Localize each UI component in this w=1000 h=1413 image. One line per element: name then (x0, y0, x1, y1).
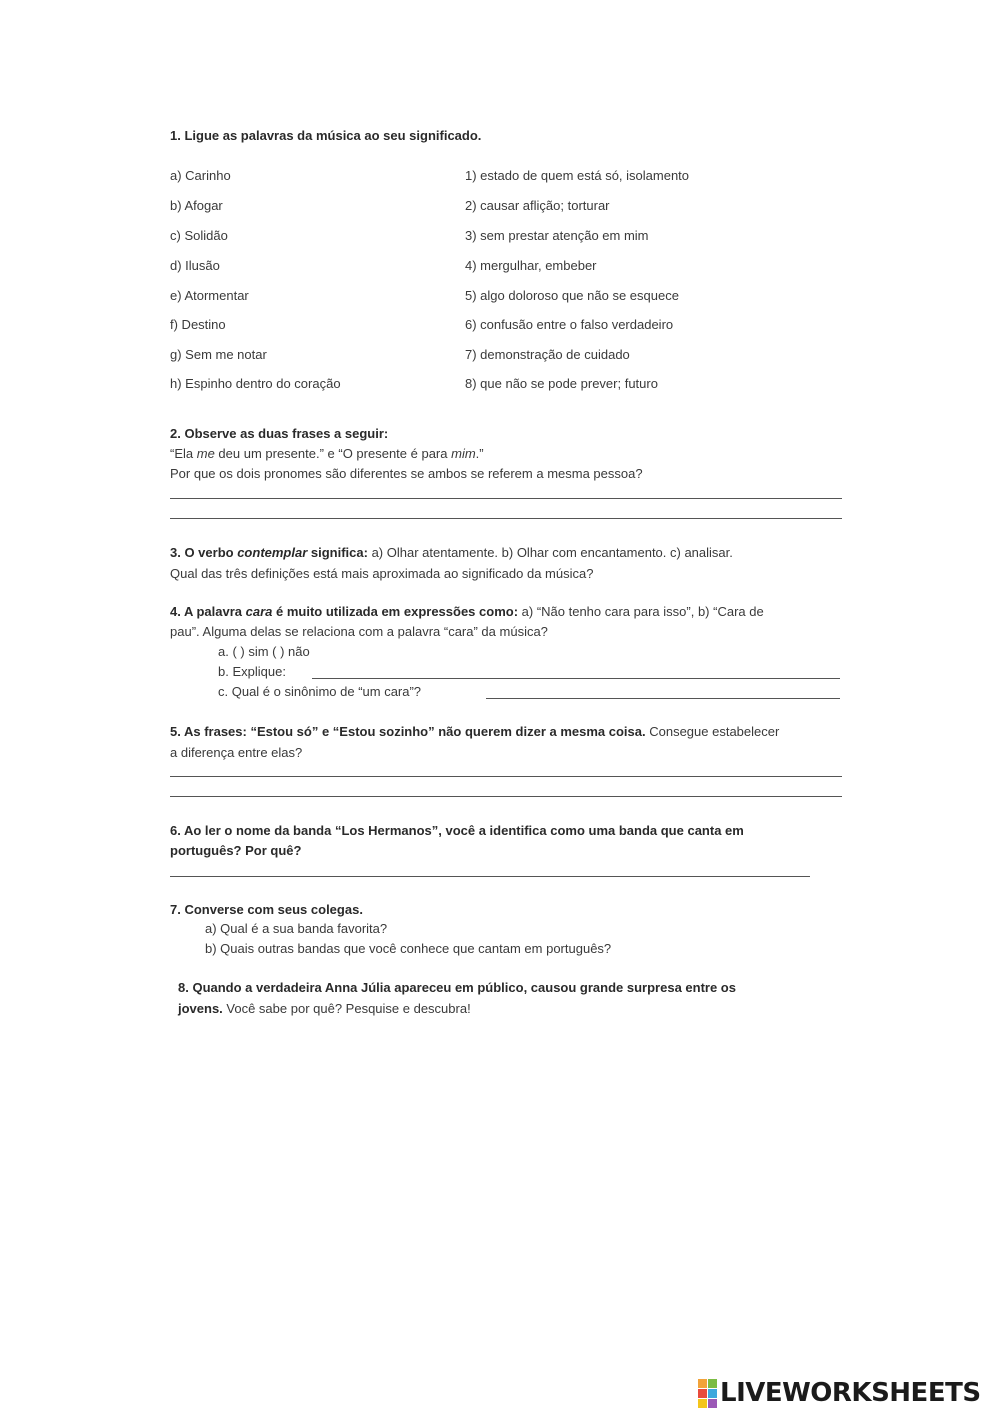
q8-line1: 8. Quando a verdadeira Anna Júlia apareceu em público, causou grande surpresa entre os (178, 980, 736, 995)
brand-name: LIVEWORKSHEETS (720, 1378, 981, 1408)
answer-line-q4-c[interactable] (486, 698, 840, 699)
q3-question: Qual das três definições está mais aproximada ao significado da música? (170, 566, 594, 581)
word-c: c) Solidão (170, 228, 228, 243)
word-f: f) Destino (170, 317, 226, 332)
q7-item-a: a) Qual é a sua banda favorita? (205, 921, 388, 936)
q6-line1: 6. Ao ler o nome da banda “Los Hermanos”, você a identifica como uma banda que canta em (170, 823, 744, 838)
word-e: e) Atormentar (170, 288, 249, 303)
answer-line-q4-b[interactable] (312, 678, 840, 679)
meaning-5: 5) algo doloroso que não se esquece (465, 288, 679, 303)
meaning-6: 6) confusão entre o falso verdadeiro (465, 317, 674, 332)
meaning-1: 1) estado de quem está só, isolamento (465, 168, 690, 183)
q4-question: pau”. Alguma delas se relaciona com a palavra “cara” da música? (170, 624, 548, 639)
q8-line2: jovens. Você sabe por quê? Pesquise e descubra! (178, 1001, 471, 1016)
meaning-4: 4) mergulhar, embeber (465, 258, 597, 273)
q4-option-a[interactable]: a. ( ) sim ( ) não (218, 644, 310, 659)
q7-item-b: b) Quais outras bandas que você conhece que cantam em português? (205, 941, 612, 956)
word-g: g) Sem me notar (170, 347, 267, 362)
word-h: h) Espinho dentro do coração (170, 376, 341, 391)
q4-option-c: c. Qual é o sinônimo de “um cara”? (218, 684, 422, 699)
meaning-3: 3) sem prestar atenção em mim (465, 228, 649, 243)
word-d: d) Ilusão (170, 258, 220, 273)
meaning-7: 7) demonstração de cuidado (465, 347, 630, 362)
answer-line-q5-2[interactable] (170, 796, 842, 797)
q2-sentences: “Ela me deu um presente.” e “O presente é para mim.” (170, 446, 484, 461)
liveworksheets-logo (698, 1378, 981, 1408)
meaning-8: 8) que não se pode prever; futuro (465, 376, 658, 391)
answer-line-q2-1[interactable] (170, 498, 842, 499)
answer-line-q6[interactable] (170, 876, 810, 877)
answer-line-q2-2[interactable] (170, 518, 842, 519)
q3-statement: 3. O verbo contemplar significa: a) Olhar atentamente. b) Olhar com encantamento. c) analisar. (170, 545, 733, 560)
q4-option-b: b. Explique: (218, 664, 286, 679)
q2-title: 2. Observe as duas frases a seguir: (170, 426, 389, 441)
q2-question: Por que os dois pronomes são diferentes se ambos se referem a mesma pessoa? (170, 466, 643, 481)
answer-line-q5-1[interactable] (170, 776, 842, 777)
q4-statement: 4. A palavra cara é muito utilizada em expressões como: a) “Não tenho cara para isso”, b) “Cara de (170, 604, 764, 619)
q5-question: a diferença entre elas? (170, 745, 303, 760)
q5-statement: 5. As frases: “Estou só” e “Estou sozinho” não querem dizer a mesma coisa. Consegue estabelecer (170, 724, 780, 739)
q1-title: 1. Ligue as palavras da música ao seu significado. (170, 128, 482, 143)
word-a: a) Carinho (170, 168, 231, 183)
word-b: b) Afogar (170, 198, 223, 213)
meaning-2: 2) causar aflição; torturar (465, 198, 610, 213)
q6-line2: português? Por quê? (170, 843, 302, 858)
logo-squares-icon (698, 1379, 717, 1408)
q7-title: 7. Converse com seus colegas. (170, 902, 363, 917)
